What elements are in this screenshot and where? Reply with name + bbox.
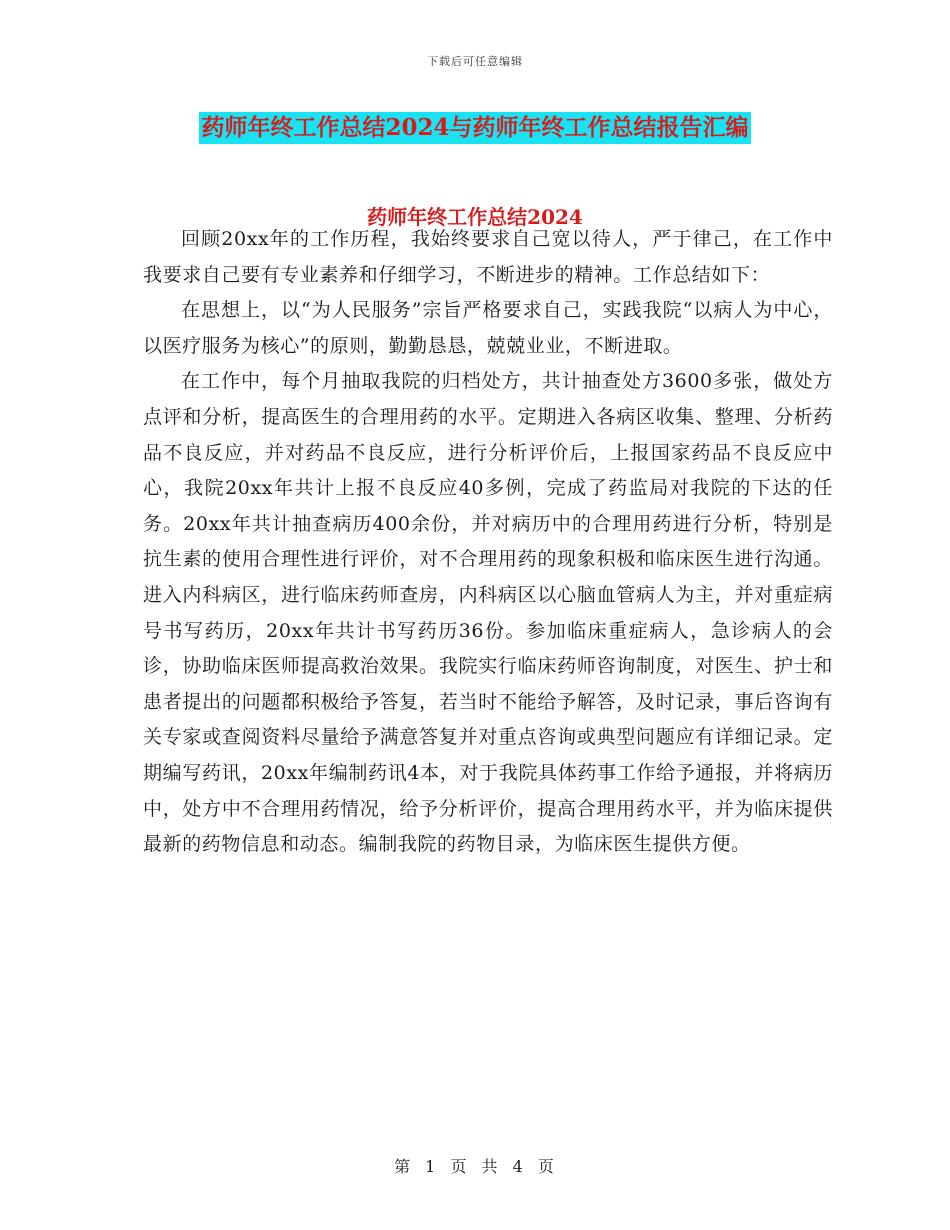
page-header-note: 下载后可任意编辑: [427, 55, 523, 68]
paragraph-ideology: 在思想上，以“为人民服务”宗旨严格要求自己，实践我院“以病人为中心，以医疗服务为核心”的原则，勤勤恳恳，兢兢业业，不断进取。: [143, 299, 833, 357]
document-title-container: [0, 112, 950, 144]
page-number-footer: 第 1 页 共 4 页: [394, 1157, 556, 1176]
paragraph-intro: 回顾20xx年的工作历程，我始终要求自己宽以待人，严于律己，在工作中我要求自己要有专业素养和仔细学习，不断进步的精神。工作总结如下：: [143, 228, 833, 286]
paragraph-work: 在工作中，每个月抽取我院的归档处方，共计抽查处方3600多张，做处方点评和分析，提高医生的合理用药的水平。定期进入各病区收集、整理、分析药品不良反应，并对药品不良反应，进行分析评价后，上报国家药品不良反应中心，我院20xx年共计上报不良反应40多例，完成了药监局对我院的下达的任务。20xx年共计抽查病历400余份，并对病历中的合理用药进行分析，特别是抗生素的使用合理性进行评价，对不合理用药的现象积极和临床医生进行沟通。进入内科病区，进行临床药师查房，内科病区以心脑血管病人为主，并对重症病号书写药历，20xx年共计书写药历36份。参加临床重症病人，急诊病人的会诊，协助临床医师提高救治效果。我院实行临床药师咨询制度，对医生、护士和患者提出的问题都积极给予答复，若当时不能给予解答，及时记录，事后咨询有关专家或查阅资料尽量给予满意答复并对重点咨询或典型问题应有详细记录。定期编写药讯，20xx年编制药讯4本，对于我院具体药事工作给予通报，并将病历中，处方中不合理用药情况，给予分析评价，提高合理用药水平，并为临床提供最新的药物信息和动态。编制我院的药物目录，为临床医生提供方便。: [143, 370, 833, 856]
document-title: 药师年终工作总结2024与药师年终工作总结报告汇编: [199, 112, 750, 144]
section-title: 药师年终工作总结2024: [367, 205, 583, 229]
document-body: [143, 222, 833, 863]
